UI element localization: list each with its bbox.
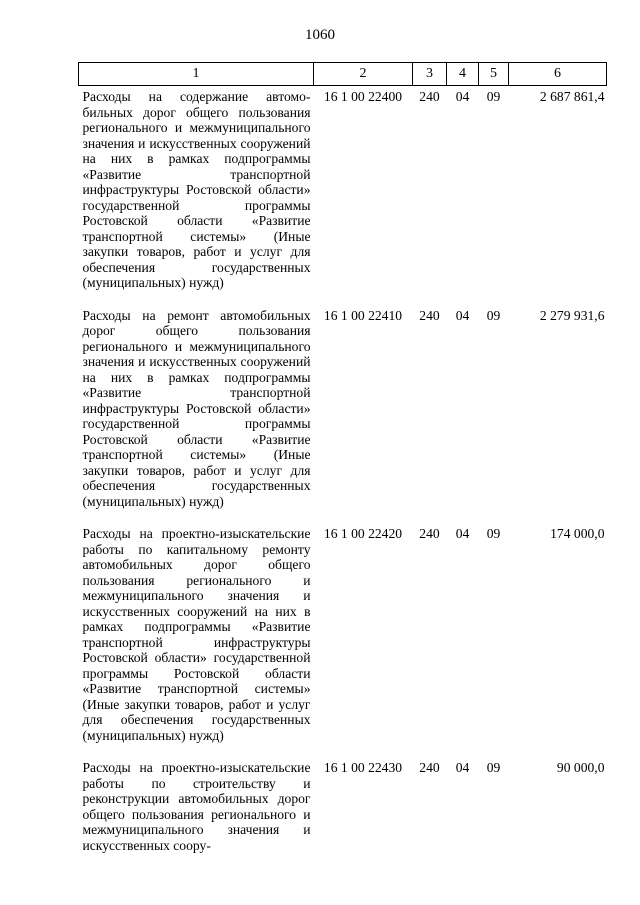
column-number-row — [79, 63, 607, 86]
table-row — [79, 305, 607, 524]
column-header-3: 3 — [413, 63, 447, 86]
target-article-code: 16 1 00 22430 — [323, 760, 403, 775]
target-article-code: 16 1 00 22420 — [323, 526, 403, 541]
section-code: 04 — [455, 526, 470, 541]
expense-type-code: 240 — [419, 89, 440, 104]
target-article-code: 16 1 00 22410 — [323, 307, 403, 323]
amount: 2 279 931,6 — [539, 307, 605, 323]
target-article-code: 16 1 00 22400 — [323, 89, 403, 104]
column-header-2: 2 — [314, 63, 413, 86]
expense-type-code: 240 — [419, 526, 440, 541]
budget-table — [78, 62, 607, 867]
table-row — [79, 86, 607, 305]
subsection-code: 09 — [486, 307, 501, 323]
column-header-4: 4 — [447, 63, 479, 86]
section-code: 04 — [455, 760, 470, 775]
column-header-6: 6 — [509, 63, 607, 86]
expense-type-code: 240 — [419, 307, 440, 323]
expense-description: Расходы на проектно-изыскательские работы по строительству и реконструкции автомобильных дорог общего пользования регионального и межмуниципального значения и искусственных соору- — [82, 760, 311, 853]
subsection-code: 09 — [486, 526, 501, 541]
table-row — [79, 523, 607, 757]
table-row — [79, 757, 607, 867]
column-header-5: 5 — [479, 63, 509, 86]
amount: 2 687 861,4 — [539, 89, 605, 104]
subsection-code: 09 — [486, 89, 501, 104]
section-code: 04 — [455, 307, 470, 323]
column-header-1: 1 — [79, 63, 314, 86]
expense-description: Расходы на ремонт автомобильных дорог общего пользования регионального и межмуниципального значения и искусственных сооружений на них в рамках подпрограммы «Развитие транспортной инфраструктуры Ростовской области» государственной программы Ростовской области «Развитие транспортной системы» (Иные закупки товаров, работ и услуг для обеспечения государственных (муниципальных) нужд) — [82, 307, 311, 509]
amount: 90 000,0 — [556, 760, 605, 775]
page-number: 1060 — [305, 27, 335, 43]
expense-description: Расходы на содержание автомобильных дорог общего пользования регионального и межмуниципального значения и искусственных сооружений на них в рамках подпрограммы «Развитие транспортной инфраструктуры Ростовской области» государственной программы Ростовской области «Развитие транспортной системы» (Иные закупки товаров, работ и услуг для обеспечения государственных (муниципальных) нужд) — [82, 89, 311, 290]
amount: 174 000,0 — [550, 526, 605, 541]
expense-type-code: 240 — [419, 760, 440, 775]
expense-description: Расходы на проектно-изыскательские работы по капитальному ремонту автомобильных дорог общего пользования регионального и межмуниципального значения и искусственных сооружений на них в рамках подпрограммы «Развитие транспортной инфраструктуры Ростовской области» государственной программы Ростовской области «Развитие транспортной системы» (Иные закупки товаров, работ и услуг для обеспечения государственных (муниципальных) нужд) — [82, 526, 311, 743]
section-code: 04 — [455, 89, 470, 104]
subsection-code: 09 — [486, 760, 501, 775]
